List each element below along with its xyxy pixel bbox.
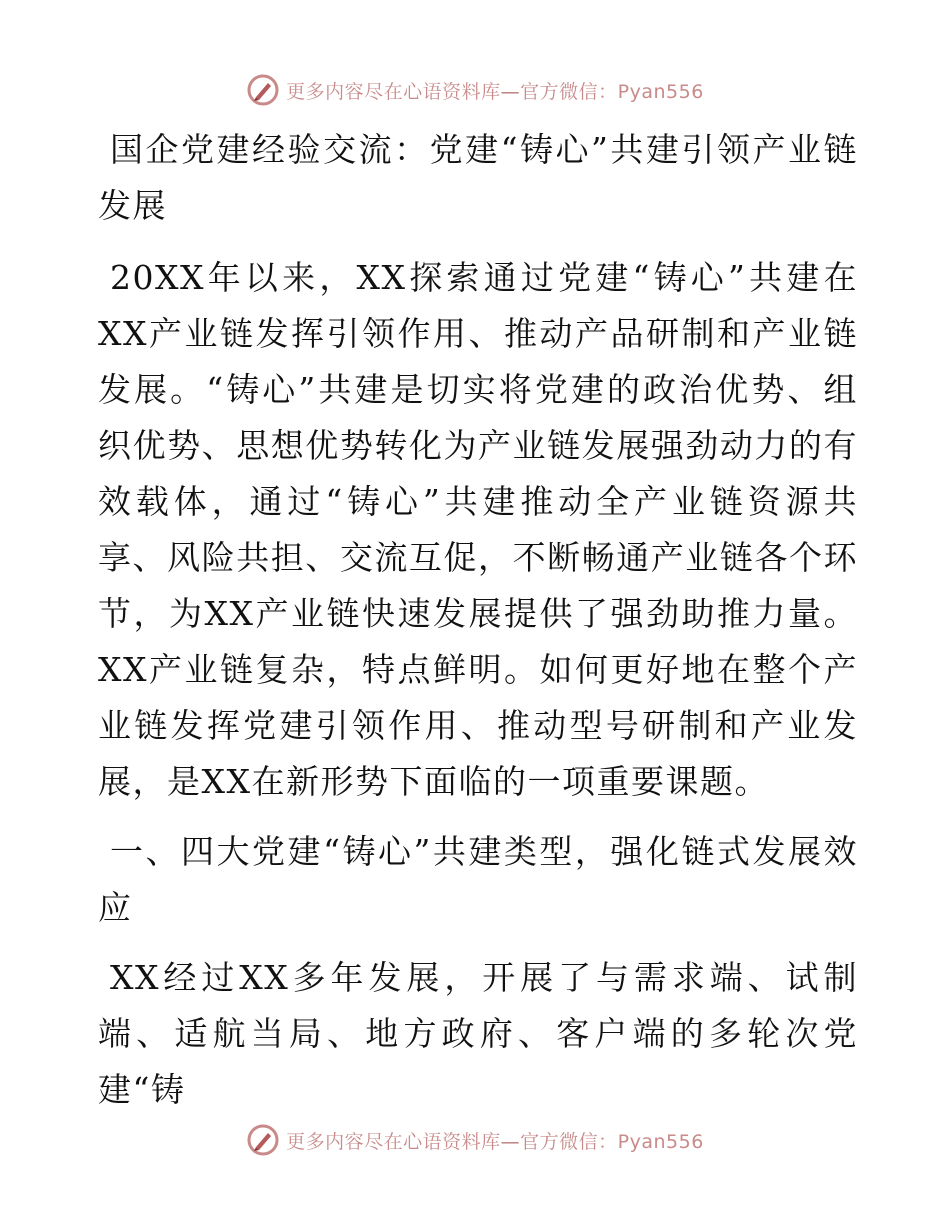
watermark-text: 更多内容尽在心语资料库—官方微信：Pyan556 [286,1130,704,1153]
section-heading: 一、四大党建“铸心”共建类型，强化链式发展效应 [98,832,858,927]
pen-circle-icon [246,73,280,107]
section-paragraph: XX经过XX多年发展，开展了与需求端、试制端、适航当局、地方政府、客户端的多轮次党建“铸 [98,958,858,1109]
document-title: 国企党建经验交流：党建“铸心”共建引领产业链发展 [98,130,858,225]
intro-paragraph: 20XX年以来，XX探索通过党建“铸心”共建在XX产业链发挥引领作用、推动产品研制和产业链发展。“铸心”共建是切实将党建的政治优势、组织优势、思想优势转化为产业链发展强劲动力的有效载体，通过“铸心”共建推动全产业链资源共享、风险共担、交流互促，不断畅通产业链各个环节，为XX产业链快速发展提供了强劲助推力量。XX产业链复杂，特点鲜明。如何更好地在整个产业链发挥党建引领作用、推动型号研制和产业发展，是XX在新形势下面临的一项重要课题。 [98,258,858,801]
document-body [98,122,858,1132]
watermark-text: 更多内容尽在心语资料库—官方微信：Pyan556 [286,80,704,103]
watermark-footer [0,1120,950,1160]
watermark-header [0,70,950,110]
pen-circle-icon [246,1123,280,1157]
